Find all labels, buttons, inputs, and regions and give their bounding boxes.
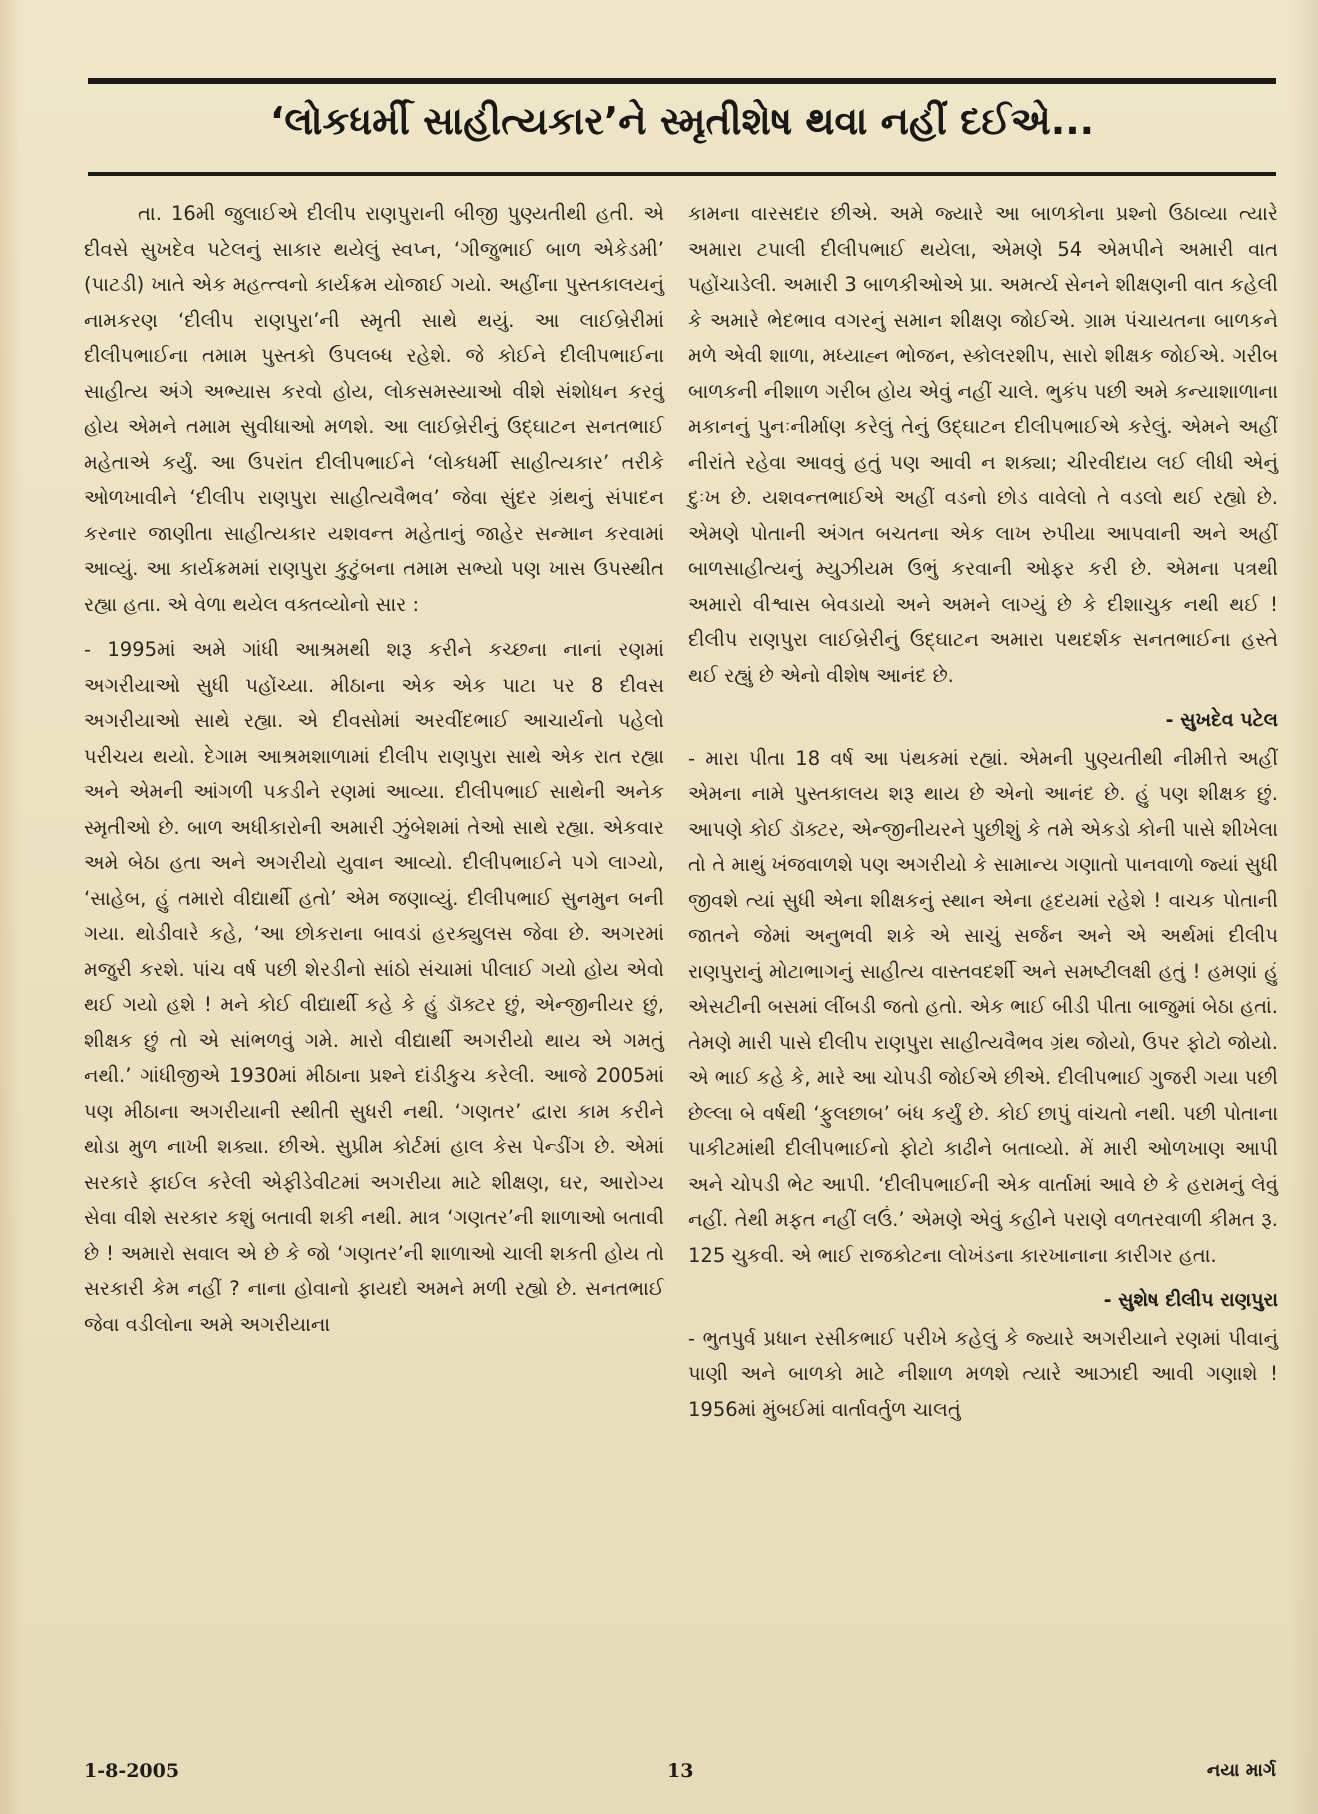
top-rule — [88, 78, 1276, 84]
page-footer — [84, 1760, 1276, 1790]
issue-date: 1-8-2005 — [84, 1760, 180, 1782]
speech-paragraph-3: - ભુતપુર્વ પ્રધાન રસીકભાઈ પરીખે કહેલું કે જ્યારે અગરીયાને રણમાં પીવાનું પાણી અને બાળકો માટે નીશાળ મળશે ત્યારે આઝાદી આવી ગણાશે ! 1956માં મુંબઈમાં વાર્તાવર્તુળ ચાલતું — [688, 1326, 1278, 1421]
article-headline: ‘લોકધર્મી સાહીત્યકાર’ને સ્મૃતીશેષ થવા નહીં દઈએ... — [269, 99, 1095, 143]
right-column — [688, 196, 1278, 1427]
left-column — [84, 196, 664, 1342]
speech-paragraph-1-continued: કામના વારસદાર છીએ. અમે જ્યારે આ બાળકોના પ્રશ્નો ઉઠાવ્યા ત્યારે અમારા ટપાલી દીલીપભાઈ થયેલા, એમણે 54 એમપીને અમારી વાત પહોંચાડેલી. અમારી 3 બાળકીઓએ પ્રા. અમર્ત્ય સેનને શીક્ષણની વાત કહેલી કે અમારે ભેદભાવ વગરનું સમાન શીક્ષણ જોઈએ. ગ્રામ પંચાયતના બાળકને મળે એવી શાળા, મધ્યાહ્ન ભોજન, સ્કોલરશીપ, સારો શીક્ષક જોઈએ. ગરીબ બાળકની નીશાળ ગરીબ હોય એવું નહીં ચાલે. ભુકંપ પછી અમે કન્યાશાળાના મકાનનું પુનઃનીર્માણ કરેલું તેનું ઉદ્ઘાટન દીલીપભાઈએ કરેલું. એમને અહીં નીરાંતે રહેવા આવવું હતું પણ આવી ન શક્યા; ચીરવીદાય લઈ લીધી એનું દુઃખ છે. યશવન્તભાઈએ અહીં વડનો છોડ વાવેલો તે વડલો થઈ રહ્યો છે. એમણે પોતાની અંગત બચતના એક લાખ રુપીયા આપવાની અને અહીં બાળસાહીત્યનું મ્યુઝીયમ ઉભું કરવાની ઓફર કરી છે. એમના પત્રથી અમારો વીશ્વાસ બેવડાયો અને અમને લાગ્યું છે કે દીશાચુક નથી થઈ ! દીલીપ રાણપુરા લાઈબ્રેરીનું ઉદ્ઘાટન અમારા પથદર્શક સનતભાઈના હસ્તે થઈ રહ્યું છે એનો વીશેષ આનંદ છે. — [688, 202, 1278, 687]
signature-sushesh-ranpura: - સુશેષ દીલીપ રાણપુરા — [1103, 1289, 1278, 1311]
headline-underline — [88, 172, 1276, 176]
speech-paragraph-2: - મારા પીતા 18 વર્ષ આ પંથકમાં રહ્યાં. એમની પુણ્યતીથી નીમીત્તે અહીં એમના નામે પુસ્તકાલય શરૂ થાય છે એનો આનંદ છે. હું પણ શીક્ષક છું. આપણે કોઈ ડૉક્ટર, એન્જીનીયરને પુછીશું કે તમે એકડો કોની પાસે શીખેલા તો તે માથું ખંજવાળશે પણ અગરીયો કે સામાન્ય ગણાતો પાનવાળો જ્યાં સુધી જીવશે ત્યાં સુધી એના શીક્ષકનું સ્થાન એના હૃદયમાં રહેશે ! વાચક પોતાની જાતને જેમાં અનુભવી શકે એ સાચું સર્જન અને એ અર્થમાં દીલીપ રાણપુરાનું મોટાભાગનું સાહીત્ય વાસ્તવદર્શી અને સમષ્ટીલક્ષી હતું ! હમણાં હું એસટીની બસમાં લીંબડી જતો હતો. એક ભાઈ બીડી પીતા બાજુમાં બેઠા હતાં. તેમણે મારી પાસે દીલીપ રાણપુરા સાહીત્યવૈભવ ગ્રંથ જોયો, ઉપર ફોટો જોયો. એ ભાઈ કહે કે, મારે આ ચોપડી જોઈએ છીએ. દીલીપભાઈ ગુજરી ગયા પછી છેલ્લા બે વર્ષથી ‘ફુલછાબ’ બંધ કર્યું છે. કોઈ છાપું વાંચતો નથી. પછી પોતાના પાકીટમાંથી દીલીપભાઈનો ફોટો કાઢીને બતાવ્યો. મેં મારી ઓળખાણ આપી અને ચોપડી ભેટ આપી. ‘દીલીપભાઈની એક વાર્તામાં આવે છે કે હરામનું લેવું નહીં. તેથી મફત નહીં લઉં.’ એમણે એવું કહીને પરાણે વળતરવાળી કીમત રૂ. 125 ચુકવી. એ ભાઈ રાજકોટના લોખંડના કારખાનાના કારીગર હતા. — [688, 746, 1278, 1267]
page-number: 13 — [667, 1760, 694, 1782]
intro-paragraph: તા. 16મી જુલાઈએ દીલીપ રાણપુરાની બીજી પુણ્યતીથી હતી. એ દીવસે સુખદેવ પટેલનું સાકાર થયેલું સ્વપ્ન, ‘ગીજુભાઈ બાળ એકેડમી’ (પાટડી) ખાતે એક મહત્ત્વનો કાર્યક્રમ યોજાઈ ગયો. અહીંના પુસ્તકાલયનું નામકરણ ‘દીલીપ રાણપુરા’ની સ્મૃતી સાથે થયું. આ લાઈબ્રેરીમાં દીલીપભાઈના તમામ પુસ્તકો ઉપલબ્ધ રહેશે. જે કોઈને દીલીપભાઈના સાહીત્ય અંગે અભ્યાસ કરવો હોય, લોકસમસ્યાઓ વીશે સંશોધન કરવું હોય એમને તમામ સુવીધાઓ મળશે. આ લાઈબ્રેરીનું ઉદ્ઘાટન સનતભાઈ મહેતાએ કર્યું. આ ઉપરાંત દીલીપભાઈને ‘લોકધર્મી સાહીત્યકાર’ તરીકે ઓળખાવીને ‘દીલીપ રાણપુરા સાહીત્યવૈભવ’ જેવા સુંદર ગ્રંથનું સંપાદન કરનાર જાણીતા સાહીત્યકાર યશવન્ત મહેતાનું જાહેર સન્માન કરવામાં આવ્યું. આ કાર્યક્રમમાં રાણપુરા કુટુંબના તમામ સભ્યો પણ ખાસ ઉપસ્થીત રહ્યા હતા. એ વેળા થયેલ વક્તવ્યોનો સાર : — [84, 202, 664, 616]
signature-sukhdev-patel: - સુખદેવ પટેલ — [1165, 709, 1278, 731]
speech-paragraph-1: - 1995માં અમે ગાંધી આશ્રમથી શરૂ કરીને કચ્છના નાનાં રણમાં અગરીયાઓ સુધી પહોંચ્યા. મીઠાના એક એક પાટા પર 8 દીવસ અગરીયાઓ સાથે રહ્યા. એ દીવસોમાં અરવીંદભાઈ આચાર્યનો પહેલો પરીચય થયો. દેગામ આશ્રમશાળામાં દીલીપ રાણપુરા સાથે એક રાત રહ્યા અને એમની આંગળી પકડીને રણમાં આવ્યા. દીલીપભાઈ સાથેની અનેક સ્મૃતીઓ છે. બાળ અધીકારોની અમારી ઝુંબેશમાં તેઓ સાથે રહ્યા. એકવાર અમે બેઠા હતા અને અગરીયો યુવાન આવ્યો. દીલીપભાઈને પગે લાગ્યો, ‘સાહેબ, હું તમારો વીદ્યાર્થી હતો’ એમ જણાવ્યું. દીલીપભાઈ સુનમુન બની ગયા. થોડીવારે કહે, ‘આ છોકરાના બાવડાં હરક્યુલસ જેવા છે. અગરમાં મજુરી કરશે. પાંચ વર્ષ પછી શેરડીનો સાંઠો સંચામાં પીલાઈ ગયો હોય એવો થઈ ગયો હશે ! મને કોઈ વીદ્યાર્થી કહે કે હું ડૉક્ટર છું, એન્જીનીયર છું, શીક્ષક છું તો એ સાંભળવું ગમે. મારો વીદ્યાર્થી અગરીયો થાય એ ગમતું નથી.’ ગાંધીજીએ 1930માં મીઠાના પ્રશ્ને દાંડીકુચ કરેલી. આજે 2005માં પણ મીઠાના અગરીયાની સ્થીતી સુધરી નથી. ‘ગણતર’ દ્વારા કામ કરીને થોડા મુળ નાખી શક્યા. છીએ. સુપ્રીમ કોર્ટમાં હાલ કેસ પેન્ડીંગ છે. એમાં સરકારે ફાઈલ કરેલી એફીડેવીટમાં અગરીયા માટે શીક્ષણ, ઘર, આરોગ્ય સેવા વીશે સરકાર કશું બતાવી શકી નથી. માત્ર ‘ગણતર’ની શાળાઓ બતાવી છે ! અમારો સવાલ એ છે કે જો ‘ગણતર’ની શાળાઓ ચાલી શકતી હોય તો સરકારી કેમ નહીં ? નાના હોવાનો ફાયદો અમને મળી રહ્યો છે. સનતભાઈ જેવા વડીલોના અમે અગરીયાના — [84, 638, 664, 1336]
magazine-name: નયા માર્ગ — [1206, 1760, 1276, 1781]
